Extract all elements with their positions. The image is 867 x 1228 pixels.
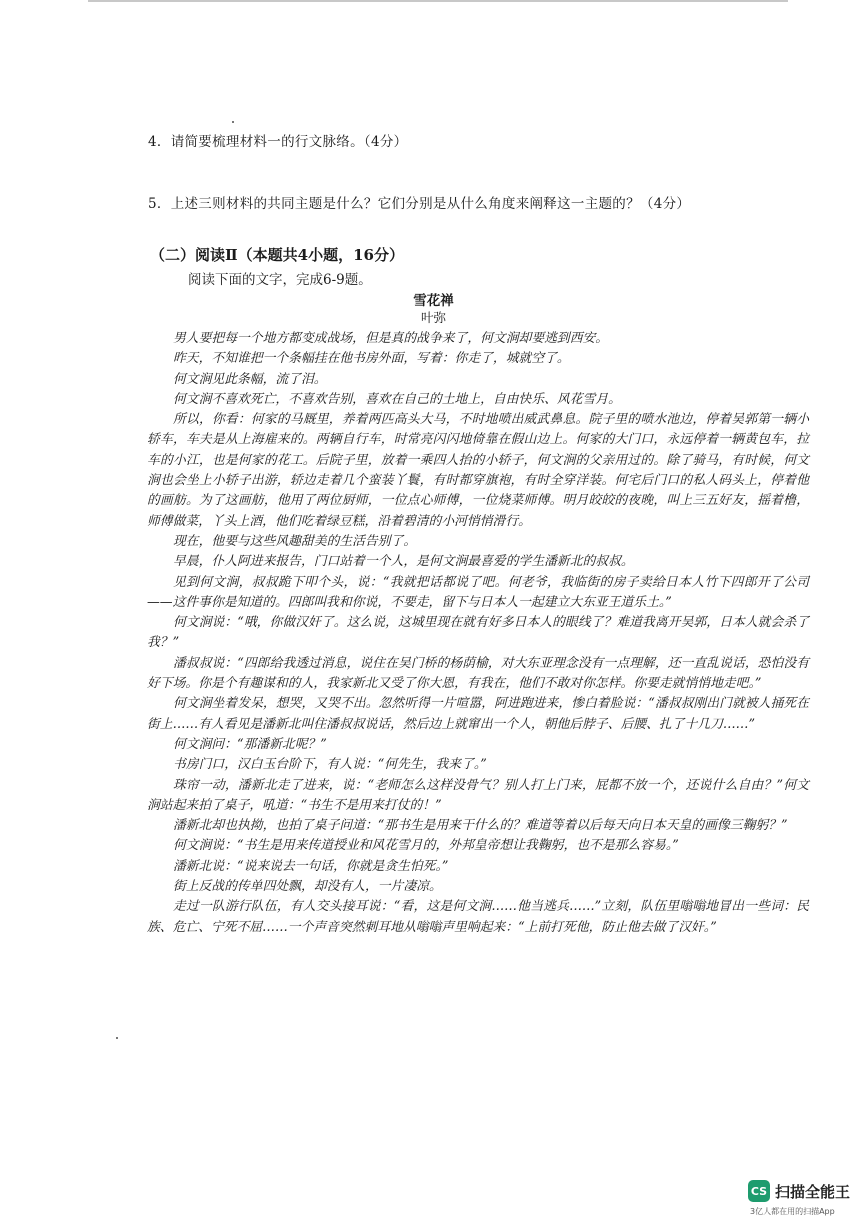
article-paragraph: 见到何文涧，叔叔跪下叩个头，说：“我就把话都说了吧。何老爷，我临街的房子卖给日本人竹下四郎开了公司——这件事你是知道的。四郎叫我和你说，不要走，留下与日本人一起建立大东亚王道乐土。” (147, 574, 809, 610)
article-paragraph: 走过一队游行队伍，有人交头接耳说：“看，这是何文涧……他当逃兵……”立刻，队伍里嗡嗡地冒出一些词：民族、危亡、宁死不屈……一个声音突然刺耳地从嗡嗡声里响起来：“上前打死他，防止他去做了汉奸。” (147, 899, 809, 935)
article-body (147, 329, 809, 938)
article-paragraph: 潘新北却也执拗，也拍了桌子问道：“那书生是用来干什么的？难道等着以后每天向日本天皇的画像三鞠躬？” (173, 818, 788, 834)
article-paragraph: 早晨，仆人阿进来报告，门口站着一个人，是何文涧最喜爱的学生潘新北的叔叔。 (173, 554, 634, 570)
article-paragraph: 潘新北说：“说来说去一句话，你就是贪生怕死。” (173, 858, 449, 874)
article-paragraph: 何文涧坐着发呆，想哭，又哭不出。忽然听得一片喧嚣，阿进跑进来，惨白着脸说：“潘叔叔刚出门就被人捅死在街上……有人看见是潘新北叫住潘叔叔说话，然后边上就窜出一个人，朝他后脖子、后腰、扎了十几刀……” (147, 696, 809, 732)
article-paragraph: 珠帘一动，潘新北走了进来，说：“老师怎么这样没骨气？别人打上门来，屁都不放一个，还说什么自由？”何文涧站起来拍了桌子，吼道：“书生不是用来打仗的！” (147, 777, 809, 813)
section-intro: 阅读下面的文字，完成6-9题。 (188, 272, 372, 288)
scan-speck (116, 1037, 118, 1039)
page-top-edge (88, 0, 788, 2)
article-paragraph: 所以，你看：何家的马厩里，养着两匹高头大马，不时地喷出威武鼻息。院子里的喷水池边，停着吴郭第一辆小轿车，车夫是从上海雇来的。两辆自行车，时常亮闪闪地倚靠在假山边上。何家的大门口，永远停着一辆黄包车，拉车的小江，也是何家的花工。后院子里，放着一乘四人抬的小轿子，何文涧的父亲用过的。除了骑马，有时候，何文涧也会坐上小轿子出游，轿边走着几个蛮装丫鬟，有时都穿旗袍，有时全穿洋装。何宅后门口的私人码头上，停着他的画舫。为了这画舫，他用了两位厨师，一位点心师傅，一位烧菜师傅。明月皎皎的夜晚，叫上三五好友，摇着橹，师傅做菜，丫头上酒，他们吃着绿豆糕，沿着碧清的小河悄悄滑行。 (147, 412, 809, 529)
article-paragraph: 男人要把每一个地方都变成战场，但是真的战争来了，何文涧却要逃到西安。 (173, 331, 609, 346)
article-paragraph: 何文涧不喜欢死亡，不喜欢告别，喜欢在自己的土地上，自由快乐、风花雪月。 (173, 391, 621, 407)
watermark-tagline: 3亿人都在用的扫描App (750, 1207, 835, 1216)
camscanner-logo-icon: CS (748, 1180, 770, 1202)
article-paragraph: 何文涧见此条幅，流了泪。 (173, 371, 327, 387)
article-paragraph: 何文涧问：“那潘新北呢？” (173, 736, 327, 752)
article-paragraph: 何文涧说：“哦，你做汉奸了。这么说，这城里现在就有好多日本人的眼线了？难道我离开吴郭，日本人就会杀了我？” (147, 615, 809, 651)
question-5: 5．上述三则材料的共同主题是什么？它们分别是从什么角度来阐释这一主题的？（4分） (148, 196, 691, 212)
article-paragraph: 何文涧说：“书生是用来传道授业和风花雪月的，外邦皇帝想让我鞠躬，也不是那么容易。” (173, 838, 679, 854)
article-paragraph: 书房门口，汉白玉台阶下，有人说：“何先生，我来了。” (173, 757, 487, 773)
scanner-watermark (748, 1180, 850, 1202)
watermark-brand: 扫描全能王 (775, 1182, 851, 1201)
question-4: 4．请简要梳理材料一的行文脉络。（4分） (148, 134, 408, 150)
scan-speck (232, 121, 234, 123)
article-paragraph: 现在，他要与这些风趣甜美的生活告别了。 (173, 533, 417, 549)
section-title: （二）阅读Ⅱ（本题共4小题，16分） (150, 246, 404, 264)
article-paragraph: 街上反战的传单四处飘，却没有人，一片凄凉。 (173, 879, 442, 895)
article-author: 叶弥 (420, 310, 446, 325)
article-paragraph: 昨天，不知谁把一个条幅挂在他书房外面，写着：你走了，城就空了。 (173, 351, 570, 367)
article-title: 雪花禅 (413, 293, 454, 309)
article-paragraph: 潘叔叔说：“四郎给我透过消息，说住在吴门桥的杨荫榆，对大东亚理念没有一点理解，还一直乱说话，恐怕没有好下场。你是个有趣谋和的人，我家新北又受了你大恩，有我在，他们不敢对你怎样。你要走就悄悄地走吧。” (147, 655, 809, 692)
